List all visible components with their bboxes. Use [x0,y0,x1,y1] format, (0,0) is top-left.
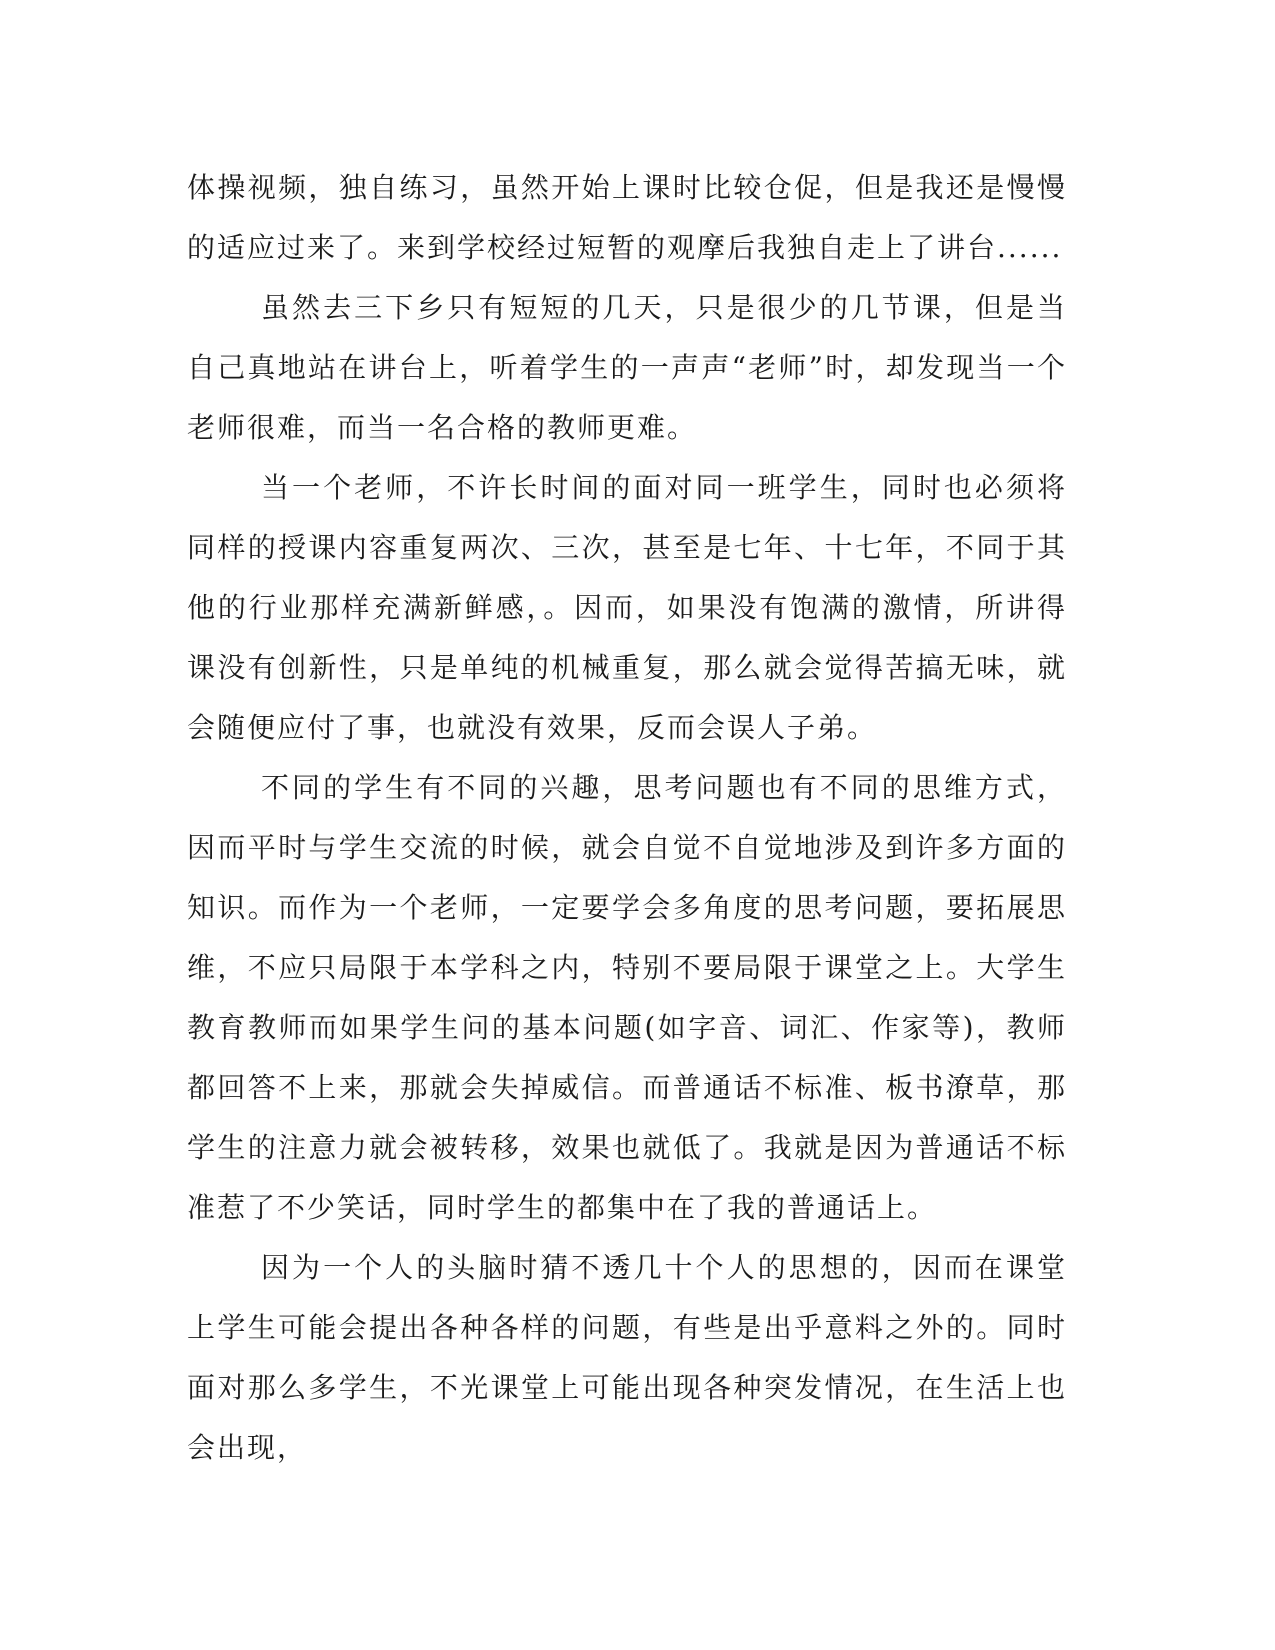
paragraph-5: 因为一个人的头脑时猜不透几十个人的思想的，因而在课堂上学生可能会提出各种各样的问题，有些是出乎意料之外的。同时面对那么多学生，不光课堂上可能出现各种突发情况，在生活上也会出现， [187,1251,1067,1464]
paragraph-1: 体操视频，独自练习，虽然开始上课时比较仓促，但是我还是慢慢的适应过来了。来到学校经过短暂的观摩后我独自走上了讲台...... [187,171,1067,264]
document-body [187,158,1067,1478]
paragraph-2: 虽然去三下乡只有短短的几天，只是很少的几节课，但是当自己真地站在讲台上，听着学生的一声声“老师”时，却发现当一个老师很难，而当一名合格的教师更难。 [187,291,1067,444]
paragraph-4: 不同的学生有不同的兴趣，思考问题也有不同的思维方式，因而平时与学生交流的时候，就会自觉不自觉地涉及到许多方面的知识。而作为一个老师，一定要学会多角度的思考问题，要拓展思维，不应只局限于本学科之内，特别不要局限于课堂之上。大学生教育教师而如果学生问的基本问题(如字音、词汇、作家等)，教师都回答不上来，那就会失掉威信。而普通话不标准、板书潦草，那学生的注意力就会被转移，效果也就低了。我就是因为普通话不标准惹了不少笑话，同时学生的都集中在了我的普通话上。 [187,771,1067,1224]
paragraph-3: 当一个老师，不许长时间的面对同一班学生，同时也必须将同样的授课内容重复两次、三次，甚至是七年、十七年，不同于其他的行业那样充满新鲜感，。因而，如果没有饱满的激情，所讲得课没有创新性，只是单纯的机械重复，那么就会觉得苦搞无味，就会随便应付了事，也就没有效果，反而会误人子弟。 [187,471,1067,744]
